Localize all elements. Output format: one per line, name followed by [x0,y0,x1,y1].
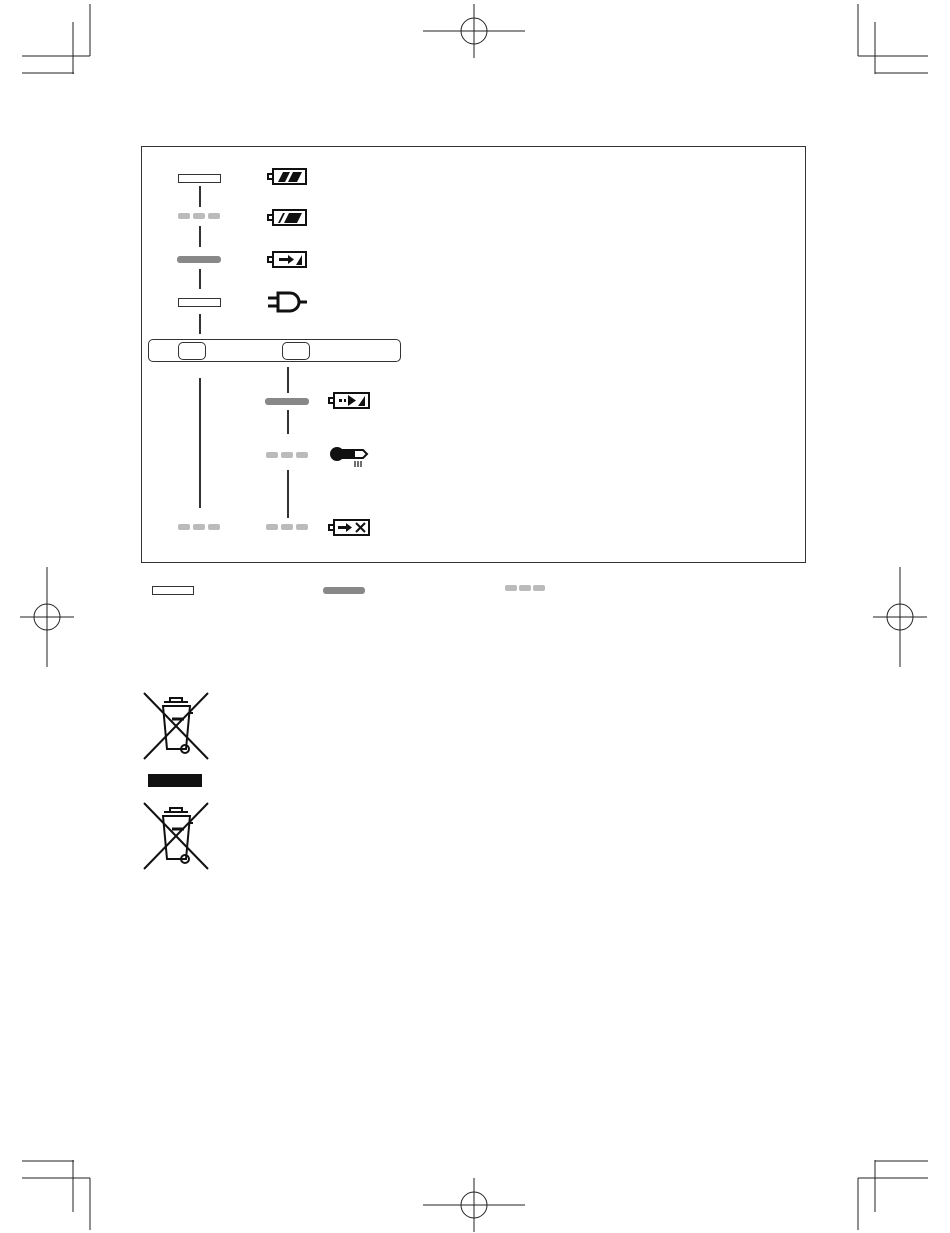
battery-precharge-icon [329,391,371,411]
connector-line [199,378,201,508]
connector-line [287,470,289,518]
connector-line [199,226,201,247]
indicator-lit-gray [177,256,221,263]
crossed-out-wheelie-bin-icon [142,801,210,871]
indicator-lit-outline [178,298,221,307]
connector-line [199,186,201,207]
left-button[interactable] [178,342,206,360]
battery-charging-icon [268,250,308,270]
indicator-blink-segment [178,213,190,219]
connector-line [287,410,289,434]
indicator-blink-segment [178,524,190,530]
battery-error-icon [329,518,371,538]
connector-line [199,314,201,334]
indicator-lit-gray [265,398,309,405]
legend-lit-outline [152,586,194,595]
indicator-blink-segment [296,452,308,458]
thermometer-hot-icon [329,445,371,469]
battery-full-icon [268,167,308,187]
crosshair-top [423,4,525,58]
indicator-blink-segment [266,452,278,458]
indicator-blink-segment [208,524,220,530]
indicator-blink-segment [208,213,220,219]
indicator-blink-segment [193,524,205,530]
indicator-blink-segment [281,452,293,458]
indicator-blink-segment [266,524,278,530]
crossed-out-wheelie-bin-icon [142,691,210,761]
connector-line [287,367,289,393]
ac-plug-icon [266,290,310,314]
indicator-blink-segment [193,213,205,219]
connector-line [199,269,201,289]
crosshair-right [873,567,927,667]
indicator-blink-segment [281,524,293,530]
legend-blink-segment [533,585,545,591]
battery-full-icon [268,208,308,228]
right-button[interactable] [282,342,310,360]
crosshair-left [20,567,74,667]
legend-blink-segment [519,585,531,591]
separator-bar [148,774,202,787]
crosshair-bottom [423,1178,525,1232]
legend-blink-segment [505,585,517,591]
indicator-lit-outline [178,174,221,183]
legend-lit-gray [323,587,365,594]
indicator-blink-segment [296,524,308,530]
